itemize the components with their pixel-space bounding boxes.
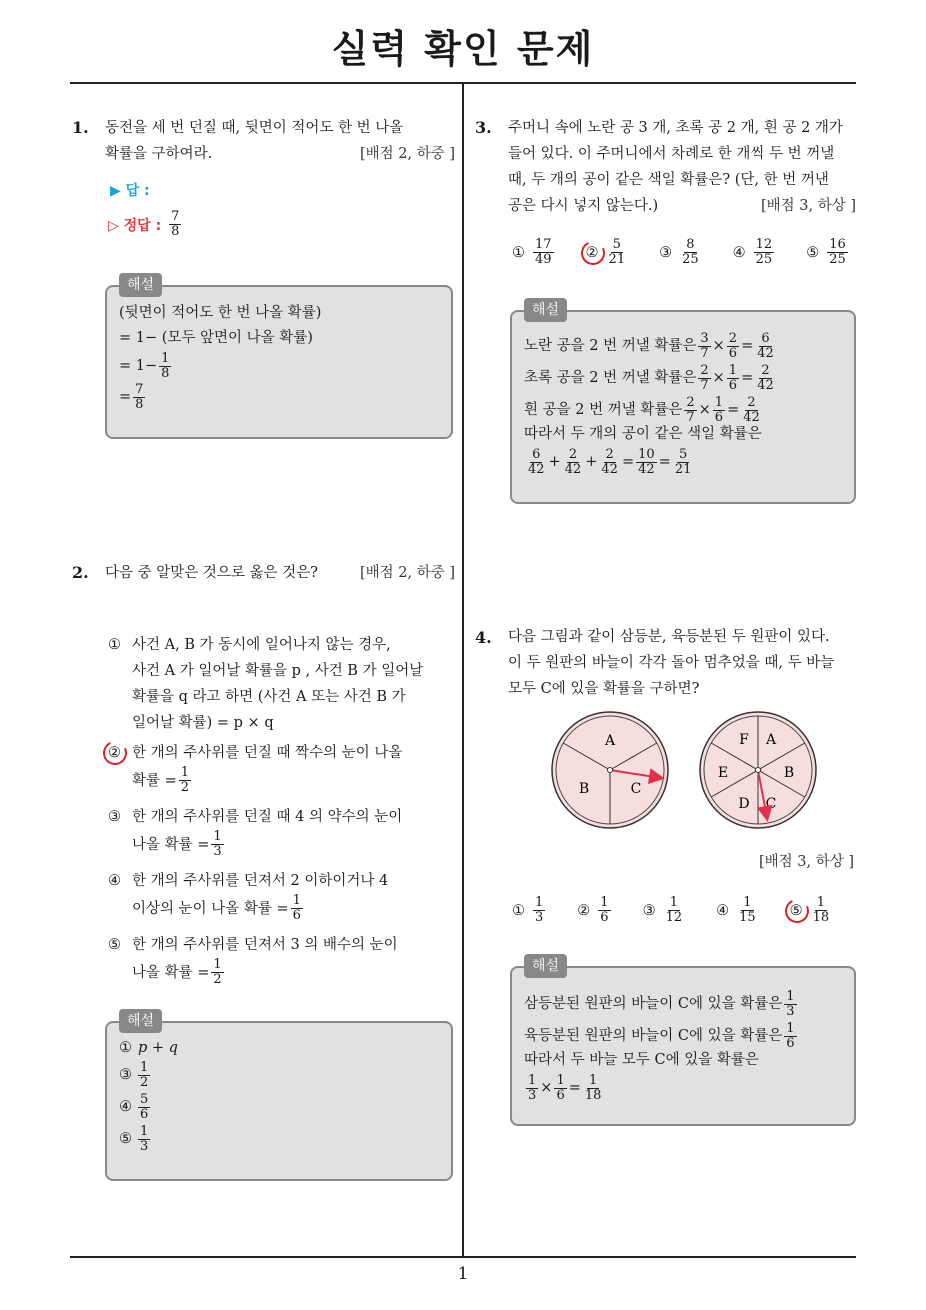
selected-circle-icon <box>577 237 608 268</box>
q4-exp-line: $\frac{1}{3}$ × $\frac{1}{6}$ = $\frac{1}{18}$ <box>528 1072 602 1103</box>
disk1-label: C <box>630 781 642 797</box>
q1-stem <box>105 115 455 167</box>
selected-circle-icon <box>781 895 812 926</box>
q3-choice-1[interactable]: ① $\frac{17}{49}$ <box>512 237 552 267</box>
selected-circle-icon <box>100 738 131 769</box>
q1-exp-line: = 1− (모두 앞면이 나올 확률) <box>119 330 313 346</box>
q1-exp-line: = 1− $\frac{1}{8}$ <box>119 350 170 381</box>
q1-correct-label: ▷ 정답 : <box>108 217 162 234</box>
page-title: 실력 확인 문제 <box>331 27 595 71</box>
q2-exp-line: ⑤ $\frac{1}{3}$ <box>119 1123 149 1154</box>
q1-explanation-box <box>105 277 453 439</box>
q4-choice-2[interactable]: ② $\frac{1}{6}$ <box>577 895 609 925</box>
q3-choice-2[interactable]: ② $\frac{5}{21}$ <box>586 238 630 267</box>
q4-choice-5[interactable]: ⑤ $\frac{1}{18}$ <box>790 896 834 925</box>
q2-option-5[interactable]: ⑤ 한 개의 주사위를 던져서 3 의 배수의 눈이 나올 확률 = $\frac{1}{2}$ <box>108 937 398 987</box>
q2-option-1[interactable]: ① 사건 A, B 가 동시에 일어나지 않는 경우, 사건 A 가 일어날 확률을 p , 사건 B 가 일어날 확률을 q 라고 하면 (사건 A 또는 사건 B 가 일어날 확률) = p × q <box>108 637 424 731</box>
bottom-rule <box>70 1256 856 1258</box>
q1-line: 동전을 세 번 던질 때, 뒷면이 적어도 한 번 나올 <box>105 120 404 136</box>
q2-exp-line: ④ $\frac{5}{6}$ <box>119 1091 149 1122</box>
q3-meta: [배점 3, 하상 ] <box>760 198 856 214</box>
q2-number: 2. <box>72 563 89 582</box>
q2-option-3[interactable]: ③ 한 개의 주사위를 던질 때 4 의 약수의 눈이 나올 확률 = $\frac{1}{3}$ <box>108 809 403 859</box>
q1-meta: [배점 2, 하중 ] <box>359 146 455 162</box>
q1-line: 확률을 구하여라. <box>105 146 213 162</box>
q4-exp-line: 삼등분된 원판의 바늘이 C에 있을 확률은 $\frac{1}{3}$ <box>524 988 795 1019</box>
q2-exp-line: ③ $\frac{1}{2}$ <box>119 1059 149 1090</box>
q4-explanation-box <box>510 958 856 1126</box>
disk2-label: D <box>738 796 750 812</box>
q3-choice-3[interactable]: ③ $\frac{8}{25}$ <box>659 237 699 267</box>
q3-exp-line: 따라서 두 개의 공이 같은 색일 확률은 <box>524 426 762 442</box>
q1-exp-line: = $\frac{7}{8}$ <box>119 381 144 412</box>
q2-exp-line: ① p + q <box>119 1040 178 1056</box>
q4-stem: 다음 그림과 같이 삼등분, 육등분된 두 원판이 있다. 이 두 원판의 바늘이 각각 돌아 멈추었을 때, 두 바늘 모두 C에 있을 확률을 구하면? <box>508 629 835 697</box>
q1-explanation-tag: 해설 <box>119 273 162 297</box>
q3-exp-line: 흰 공을 2 번 꺼낼 확률은 $\frac{2}{7}$ × $\frac{1}{6}$ = $\frac{2}{42}$ <box>524 394 760 425</box>
q2-explanation-tag: 해설 <box>119 1009 162 1033</box>
disk2-label: E <box>717 765 729 781</box>
page-number: 1 <box>457 1264 469 1284</box>
q2-option-2[interactable]: ② 한 개의 주사위를 던질 때 짝수의 눈이 나올 확률 = $\frac{1}{2}$ <box>108 740 458 795</box>
q1-exp-line: (뒷면이 적어도 한 번 나올 확률) <box>119 305 322 321</box>
q2-option-4[interactable]: ④ 한 개의 주사위를 던져서 2 이하이거나 4 이상의 눈이 나올 확률 = $\frac{1}{6}$ <box>108 873 389 923</box>
q3-stem: 주머니 속에 노란 공 3 개, 초록 공 2 개, 흰 공 2 개가 들어 있다. 이 주머니에서 차례로 한 개씩 두 번 꺼낼 때, 두 개의 공이 같은 색일 확률은? (단, 한 번 꺼낸 공은 다시 넣지 않는다.) [배점 3, 하상 ] <box>508 115 856 219</box>
q3-exp-line: 초록 공을 2 번 꺼낼 확률은 $\frac{2}{7}$ × $\frac{1}{6}$ = $\frac{2}{42}$ <box>524 362 774 393</box>
q4-explanation-tag: 해설 <box>524 954 567 978</box>
spinner-diagram <box>540 706 840 840</box>
disk1-label: A <box>604 733 616 749</box>
disk1-label: B <box>578 781 590 797</box>
q3-exp-line: 노란 공을 2 번 꺼낼 확률은 $\frac{3}{7}$ × $\frac{2}{6}$ = $\frac{6}{42}$ <box>524 330 774 361</box>
q3-explanation-tag: 해설 <box>524 298 567 322</box>
q2-stem: 다음 중 알맞은 것으로 옳은 것은? [배점 2, 하중 ] <box>105 560 455 586</box>
q3-explanation-box <box>510 302 856 504</box>
q4-choice-1[interactable]: ① $\frac{1}{3}$ <box>512 895 544 925</box>
q3-exp-line: $\frac{6}{42}$ + $\frac{2}{42}$ + $\frac{2}{42}$ = $\frac{10}{42}$ = $\frac{5}{21}$ <box>528 446 692 477</box>
disk2-label: C <box>765 796 777 812</box>
q4-choices <box>512 896 863 925</box>
q2-meta: [배점 2, 하중 ] <box>359 565 455 581</box>
six-section-disk <box>700 712 816 828</box>
q4-exp-line: 따라서 두 바늘 모두 C에 있을 확률은 <box>524 1052 759 1068</box>
q1-correct <box>108 210 183 239</box>
q1-answer-label: ▶ 답 : <box>110 183 150 199</box>
disk2-label: F <box>739 732 749 748</box>
three-section-disk <box>552 712 668 828</box>
q3-choices <box>512 238 880 267</box>
q3-choice-5[interactable]: ⑤ $\frac{16}{25}$ <box>806 237 846 267</box>
q4-meta: [배점 3, 하상 ] <box>758 854 854 870</box>
q4-choice-3[interactable]: ③ $\frac{1}{12}$ <box>642 895 683 925</box>
q1-correct-frac: $\frac{7}{8}$ <box>171 209 180 239</box>
q2-explanation-box <box>105 1013 453 1181</box>
disk2-label: A <box>765 732 777 748</box>
q3-choice-4[interactable]: ④ $\frac{12}{25}$ <box>732 237 773 267</box>
q4-exp-line: 육등분된 원판의 바늘이 C에 있을 확률은 $\frac{1}{6}$ <box>524 1020 795 1051</box>
q4-number: 4. <box>475 628 492 647</box>
q3-number: 3. <box>475 118 492 137</box>
q1-number: 1. <box>72 118 89 137</box>
q4-choice-4[interactable]: ④ $\frac{1}{15}$ <box>716 895 756 925</box>
disk2-label: B <box>783 765 795 781</box>
column-divider <box>462 84 464 1258</box>
